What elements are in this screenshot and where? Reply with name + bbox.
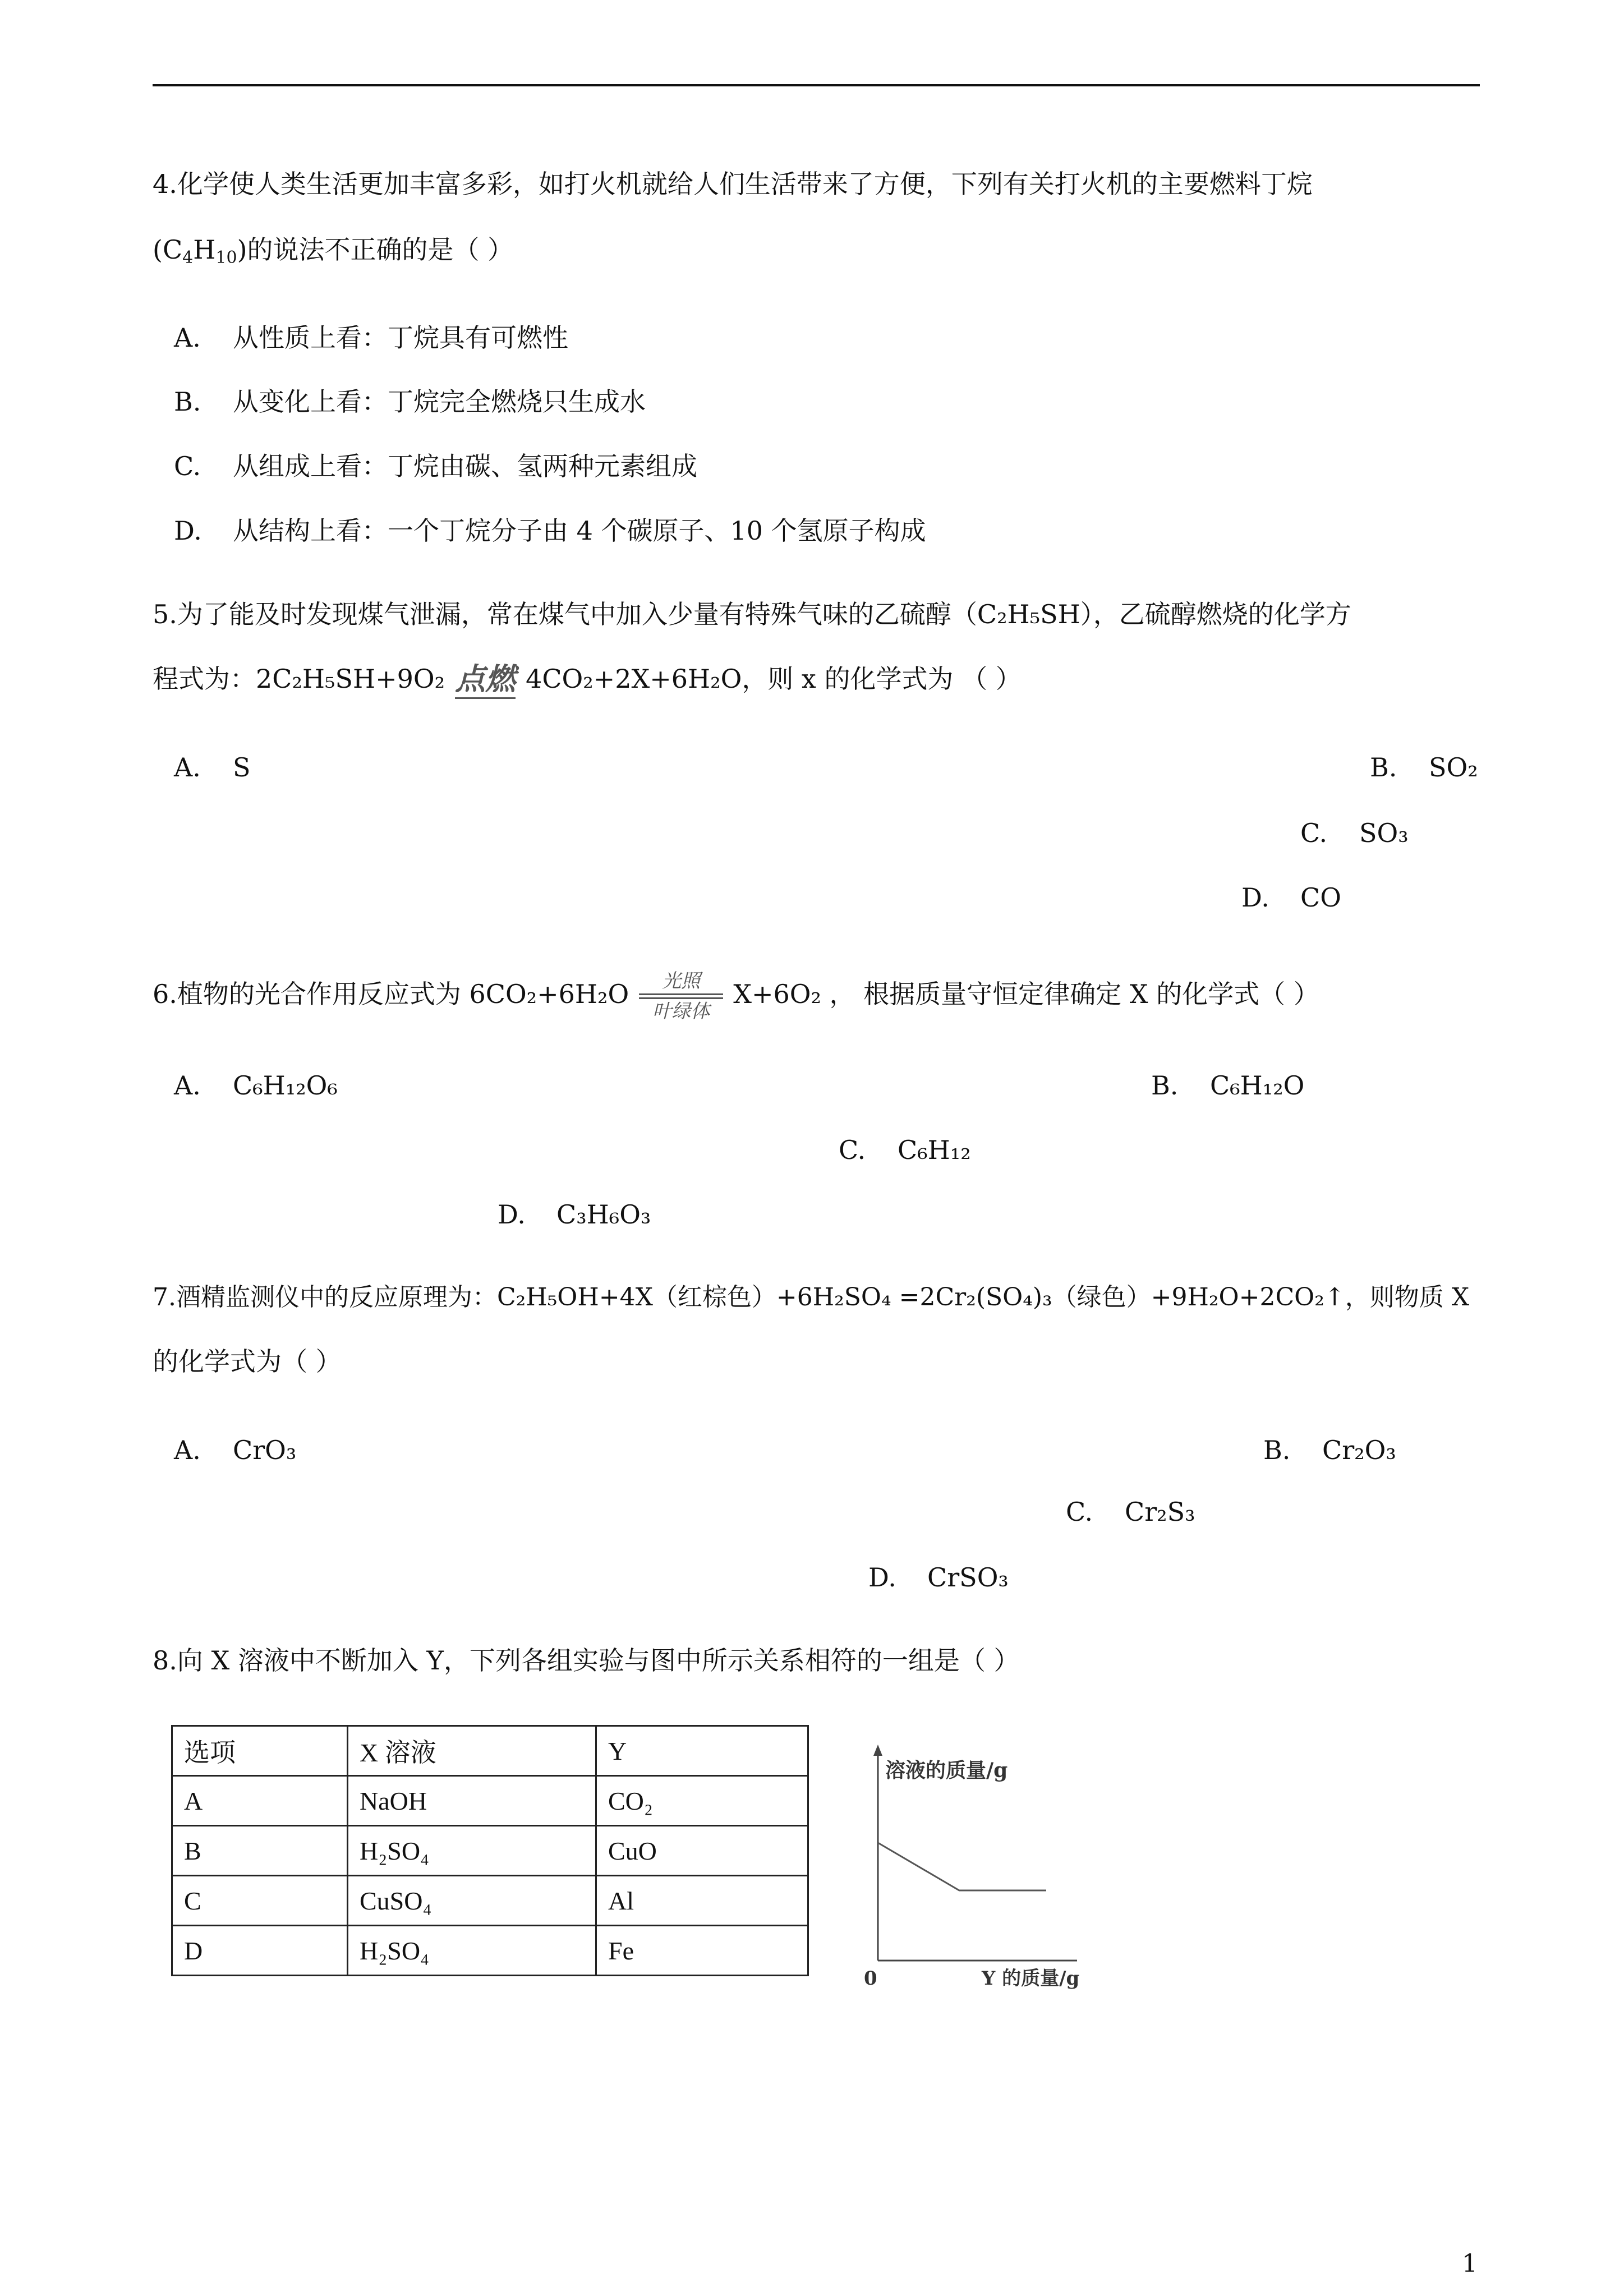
q5-reaction-condition: 点燃 — [455, 662, 516, 700]
table-cell: Al — [596, 1876, 808, 1926]
q5-option-b[interactable]: B. SO₂ — [1370, 752, 1478, 783]
q4-stem-line2: $(C_4H_{10})$的说法不正确的是（ ） — [153, 234, 514, 268]
q7-stem-line1: 7.酒精监测仪中的反应原理为：C₂H₅OH+4X（红棕色）+6H₂SO₄ =2Cr₂(SO₄)₃（绿色）+9H₂O+2CO₂↑，则物质 X — [153, 1283, 1470, 1312]
q7-option-b[interactable]: B. Cr₂O₃ — [1263, 1435, 1396, 1465]
q4-option-b[interactable]: B. 从变化上看：丁烷完全燃烧只生成水 — [174, 386, 646, 417]
table-row — [172, 1826, 808, 1876]
q7-option-c[interactable]: C. Cr₂S₃ — [1066, 1497, 1195, 1527]
q6-option-d[interactable]: D. C₃H₆O₃ — [498, 1199, 651, 1230]
q4-stem-line1: 4.化学使人类生活更加丰富多彩，如打火机就给人们生活带来了方便，下列有关打火机的主要燃料丁烷 — [153, 169, 1313, 199]
table-cell: CuSO₄ — [348, 1876, 596, 1926]
q5-stem-line2: 程式为：2C₂H₅SH+9O₂ 点燃 4CO₂+2X+6H₂O，则 x 的化学式为 （ ） — [153, 662, 1022, 700]
q7-option-d[interactable]: D. CrSO₃ — [868, 1562, 1009, 1593]
header-rule — [153, 84, 1480, 86]
table-row — [172, 1876, 808, 1926]
graph-y-label: 溶液的质量/g — [885, 1759, 1008, 1782]
q7-option-a[interactable]: A. CrO₃ — [174, 1435, 297, 1465]
table-header-row — [172, 1726, 808, 1776]
graph-x-label: Y 的质量/g — [982, 1967, 1080, 1990]
q4-option-a[interactable]: A. 从性质上看：丁烷具有可燃性 — [174, 323, 568, 353]
q5-option-a[interactable]: A. S — [174, 752, 251, 783]
table-cell: CuO — [596, 1826, 808, 1876]
q8-options-table — [171, 1725, 809, 1976]
q8-stem: 8.向 X 溶液中不断加入 Y，下列各组实验与图中所示关系相符的一组是（ ） — [153, 1645, 1020, 1676]
table-header-cell: 选项 — [172, 1726, 348, 1776]
table-cell: C — [172, 1876, 348, 1926]
q6-option-c[interactable]: C. C₆H₁₂ — [839, 1135, 971, 1165]
y-axis-arrow-icon — [873, 1745, 882, 1756]
graph-curve — [878, 1843, 1046, 1890]
table-cell: H₂SO₄ — [348, 1926, 596, 1976]
table-row — [172, 1776, 808, 1826]
table-cell: CO₂ — [596, 1776, 808, 1826]
q6-option-b[interactable]: B. C₆H₁₂O — [1151, 1070, 1305, 1101]
q4-option-d[interactable]: D. 从结构上看：一个丁烷分子由 4 个碳原子、10 个氢原子构成 — [174, 516, 926, 546]
q7-stem-line2: 的化学式为（ ） — [153, 1346, 342, 1377]
table-cell: Fe — [596, 1926, 808, 1976]
q5-option-d[interactable]: D. CO — [1241, 882, 1341, 913]
table-cell: B — [172, 1826, 348, 1876]
graph-origin-label: 0 — [864, 1967, 877, 1990]
q6-stem: 6.植物的光合作用反应式为 6CO₂+6H₂O 光照 叶绿体 X+6O₂ ， 根据质量守恒定律确定 X 的化学式（ ） — [153, 970, 1319, 1023]
q4-option-c[interactable]: C. 从组成上看：丁烷由碳、氢两种元素组成 — [174, 451, 697, 481]
table-cell: D — [172, 1926, 348, 1976]
table-cell: H₂SO₄ — [348, 1826, 596, 1876]
q8-mass-graph — [847, 1739, 1150, 1997]
table-row — [172, 1926, 808, 1976]
page-number: 1 — [1462, 2249, 1478, 2278]
q5-stem-line1: 5.为了能及时发现煤气泄漏，常在煤气中加入少量有特殊气味的乙硫醇（C₂H₅SH），乙硫醇燃烧的化学方 — [153, 599, 1351, 629]
table-header-cell: X 溶液 — [348, 1726, 596, 1776]
q6-option-a[interactable]: A. C₆H₁₂O₆ — [174, 1070, 338, 1101]
q6-reaction-condition: 光照 叶绿体 — [639, 970, 723, 1023]
q5-option-c[interactable]: C. SO₃ — [1300, 818, 1409, 848]
table-cell: NaOH — [348, 1776, 596, 1826]
table-cell: A — [172, 1776, 348, 1826]
table-header-cell: Y — [596, 1726, 808, 1776]
